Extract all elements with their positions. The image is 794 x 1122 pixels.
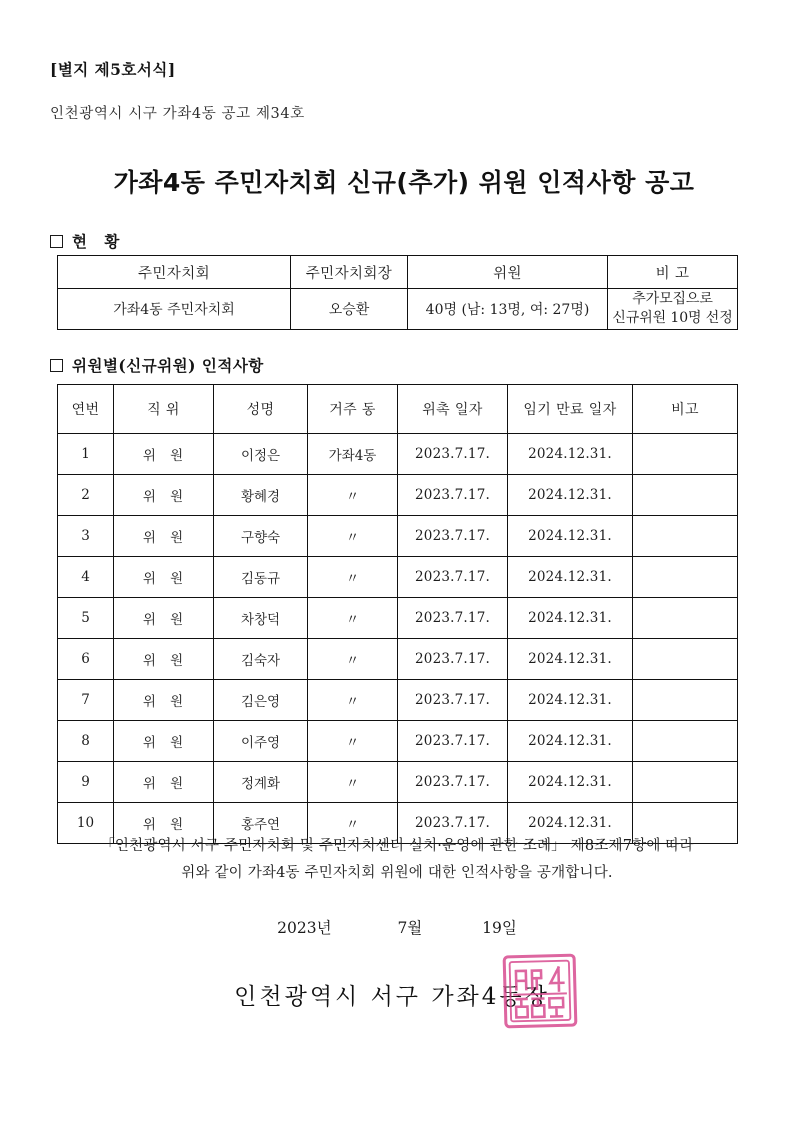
member-cell-end: 2024.12.31. [508,721,633,762]
member-cell-remark [633,475,738,516]
member-cell-end: 2024.12.31. [508,434,633,475]
member-cell-dong: 〃 [308,516,398,557]
issue-date-line [0,916,794,938]
member-cell-no: 7 [58,680,114,721]
table-row [58,289,738,330]
member-cell-no: 1 [58,434,114,475]
members-header-remark: 비고 [633,385,738,434]
member-cell-remark [633,639,738,680]
member-cell-start: 2023.7.17. [398,557,508,598]
table-row [58,475,738,516]
status-header-chairperson: 주민자치회장 [291,256,408,289]
status-remark-line2: 신규위원 10명 선정 [612,310,733,326]
status-header-remark: 비 고 [608,256,738,289]
member-cell-no: 4 [58,557,114,598]
member-cell-start: 2023.7.17. [398,475,508,516]
member-cell-remark [633,516,738,557]
member-cell-start: 2023.7.17. [398,639,508,680]
table-row [58,598,738,639]
status-cell-council: 가좌4동 주민자치회 [58,289,291,330]
members-table [57,384,738,844]
section-heading-status [50,230,125,252]
members-header-dong: 거주 동 [308,385,398,434]
table-row [58,639,738,680]
member-cell-start: 2023.7.17. [398,721,508,762]
status-header-council: 주민자치회 [58,256,291,289]
member-cell-position: 위 원 [114,516,214,557]
closing-line-2: 위와 같이 가좌4동 주민자치회 위원에 대한 인적사항을 공개합니다. [181,864,613,881]
closing-line-1: 「인천광역시 서구 주민자치회 및 주민자치센터 실치·운영에 관한 조례」 제8조제7항에 따라 [100,838,694,854]
member-cell-name: 김숙자 [214,639,308,680]
member-cell-name: 이정은 [214,434,308,475]
official-seal-icon [501,950,579,1032]
member-cell-dong: 가좌4동 [308,434,398,475]
member-cell-dong: 〃 [308,721,398,762]
status-cell-remark [608,289,738,330]
members-header-start: 위촉 일자 [398,385,508,434]
table-row [58,680,738,721]
member-cell-no: 6 [58,639,114,680]
member-cell-position: 위 원 [114,803,214,844]
status-remark-line1: 추가모집으로 [632,291,713,308]
member-cell-end: 2024.12.31. [508,803,633,844]
member-cell-end: 2024.12.31. [508,762,633,803]
table-row [58,434,738,475]
status-cell-chairperson: 오승환 [291,289,408,330]
member-cell-remark [633,721,738,762]
member-cell-remark [633,434,738,475]
section-heading-members [50,354,264,376]
member-cell-start: 2023.7.17. [398,803,508,844]
member-cell-dong: 〃 [308,680,398,721]
status-header-members: 위원 [408,256,608,289]
member-cell-start: 2023.7.17. [398,598,508,639]
member-cell-dong: 〃 [308,557,398,598]
issue-year: 2023년 [277,919,332,937]
member-cell-position: 위 원 [114,639,214,680]
signature-authority: 인천광역시 서구 가좌4동장 [234,984,550,1010]
issue-month: 7월 [397,919,423,937]
table-header-row [58,385,738,434]
table-row [58,762,738,803]
section-heading-status-label: 현 황 [72,232,126,251]
closing-statement [0,833,794,887]
member-cell-end: 2024.12.31. [508,598,633,639]
member-cell-end: 2024.12.31. [508,475,633,516]
member-cell-name: 황혜경 [214,475,308,516]
table-row [58,721,738,762]
member-cell-position: 위 원 [114,557,214,598]
member-cell-position: 위 원 [114,762,214,803]
table-header-row [58,256,738,289]
member-cell-end: 2024.12.31. [508,680,633,721]
member-cell-start: 2023.7.17. [398,434,508,475]
member-cell-dong: 〃 [308,598,398,639]
member-cell-remark [633,680,738,721]
table-row [58,557,738,598]
document-number: 인천광역시 시구 가좌4동 공고 제34호 [50,106,305,122]
checkbox-bullet-icon [50,235,63,248]
member-cell-end: 2024.12.31. [508,639,633,680]
status-table [57,255,738,330]
member-cell-position: 위 원 [114,680,214,721]
member-cell-remark [633,762,738,803]
member-cell-remark [633,598,738,639]
member-cell-no: 5 [58,598,114,639]
members-header-end: 임기 만료 일자 [508,385,633,434]
issue-day: 19일 [482,919,517,937]
form-number: [별지 제5호서식] [50,60,176,79]
member-cell-name: 김동규 [214,557,308,598]
status-cell-members: 40명 (남: 13명, 여: 27명) [408,289,608,330]
section-heading-members-label: 위원별(신규위원) 인적사항 [72,356,264,375]
table-row [58,516,738,557]
member-cell-start: 2023.7.17. [398,516,508,557]
member-cell-name: 정계화 [214,762,308,803]
member-cell-name: 차창덕 [214,598,308,639]
member-cell-position: 위 원 [114,434,214,475]
member-cell-dong: 〃 [308,639,398,680]
member-cell-name: 홍주연 [214,803,308,844]
page-title: 가좌4동 주민자치회 신규(추가) 위원 인적사항 공고 [113,168,695,197]
member-cell-name: 김은영 [214,680,308,721]
member-cell-dong: 〃 [308,803,398,844]
members-header-name: 성명 [214,385,308,434]
member-cell-start: 2023.7.17. [398,762,508,803]
member-cell-no: 9 [58,762,114,803]
checkbox-bullet-icon [50,359,63,372]
member-cell-end: 2024.12.31. [508,516,633,557]
member-cell-dong: 〃 [308,475,398,516]
member-cell-name: 구향숙 [214,516,308,557]
signature-inner [234,978,560,1011]
member-cell-position: 위 원 [114,721,214,762]
members-header-position: 직 위 [114,385,214,434]
signature-block [0,978,794,1011]
member-cell-no: 10 [58,803,114,844]
members-header-no: 연번 [58,385,114,434]
member-cell-no: 8 [58,721,114,762]
member-cell-end: 2024.12.31. [508,557,633,598]
member-cell-no: 3 [58,516,114,557]
member-cell-name: 이주영 [214,721,308,762]
member-cell-no: 2 [58,475,114,516]
members-table-body [58,434,738,844]
member-cell-position: 위 원 [114,598,214,639]
member-cell-remark [633,557,738,598]
member-cell-dong: 〃 [308,762,398,803]
member-cell-start: 2023.7.17. [398,680,508,721]
member-cell-position: 위 원 [114,475,214,516]
